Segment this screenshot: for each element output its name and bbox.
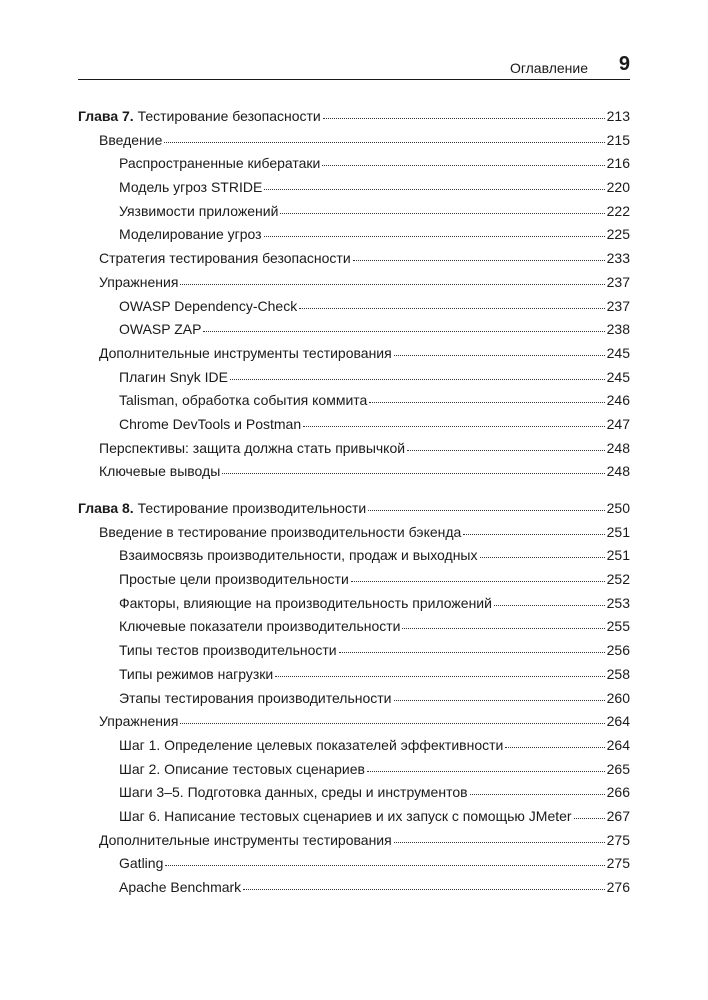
- toc-entry-label: Ключевые показатели производительности: [119, 618, 401, 635]
- toc-entry-label: Модель угроз STRIDE: [119, 179, 263, 196]
- toc-subsection-entry[interactable]: [78, 223, 630, 247]
- toc-subsection-entry[interactable]: [78, 852, 630, 876]
- dot-leader: [322, 165, 604, 166]
- dot-leader: [164, 142, 604, 143]
- toc-entry-label: Взаимосвязь производительности, продаж и выходных: [119, 547, 478, 564]
- toc-page-number: 258: [606, 665, 630, 682]
- dot-leader: [463, 534, 604, 535]
- toc-page-number: 247: [606, 415, 630, 432]
- toc-entry-label: OWASP Dependency-Check: [119, 297, 298, 314]
- table-of-contents: [78, 105, 630, 900]
- toc-entry-label: Шаг 2. Описание тестовых сценариев: [119, 760, 365, 777]
- dot-leader: [505, 747, 604, 748]
- toc-entry-label: Ключевые выводы: [99, 463, 221, 480]
- dot-leader: [230, 379, 605, 380]
- toc-page-number: 264: [606, 713, 630, 730]
- toc-page-number: 246: [606, 392, 630, 409]
- toc-subsection-entry[interactable]: [78, 389, 630, 413]
- toc-page-number: 275: [606, 855, 630, 872]
- dot-leader: [180, 723, 604, 724]
- dot-leader: [480, 557, 605, 558]
- toc-section-entry[interactable]: [78, 710, 630, 734]
- toc-entry-label: Введение: [99, 131, 163, 148]
- toc-subsection-entry[interactable]: [78, 366, 630, 390]
- toc-page-number: 225: [606, 226, 630, 243]
- dot-leader: [470, 794, 605, 795]
- toc-page-number: 220: [606, 179, 630, 196]
- dot-leader: [275, 676, 604, 677]
- chapter-title: Тестирование безопасности: [137, 108, 321, 124]
- toc-entry-label: Дополнительные инструменты тестирования: [99, 344, 392, 361]
- dot-leader: [264, 236, 605, 237]
- dot-leader: [353, 260, 605, 261]
- toc-page-number: 252: [606, 571, 630, 588]
- toc-page-number: 256: [606, 642, 630, 659]
- toc-page-number: 250: [606, 500, 630, 516]
- toc-page-number: 245: [606, 344, 630, 361]
- toc-page-number: 265: [606, 760, 630, 777]
- toc-entry-label: Дополнительные инструменты тестирования: [99, 831, 392, 848]
- dot-leader: [494, 605, 605, 606]
- toc-entry-label: Apache Benchmark: [119, 879, 242, 895]
- dot-leader: [367, 771, 605, 772]
- toc-chapter-label: [78, 497, 366, 521]
- toc-entry-label: Факторы, влияющие на производительность приложений: [119, 594, 492, 611]
- toc-subsection-entry[interactable]: [78, 639, 630, 663]
- toc-section-entry[interactable]: [78, 521, 630, 545]
- toc-entry-label: Введение в тестирование производительности бэкенда: [99, 523, 462, 540]
- dot-leader: [394, 700, 605, 701]
- toc-chapter: [78, 497, 630, 900]
- toc-chapter-label: [78, 105, 321, 129]
- dot-leader: [351, 581, 605, 582]
- toc-page-number: 248: [606, 463, 630, 480]
- toc-entry-label: Упражнения: [99, 713, 179, 730]
- toc-page-number: 222: [606, 202, 630, 219]
- toc-section-entry[interactable]: [78, 437, 630, 461]
- toc-subsection-entry[interactable]: [78, 805, 630, 829]
- toc-entry-label: Шаг 1. Определение целевых показателей эффективности: [119, 736, 504, 753]
- dot-leader: [407, 450, 605, 451]
- toc-entry-label: Gatling: [119, 855, 164, 872]
- toc-subsection-entry[interactable]: [78, 200, 630, 224]
- dot-leader: [299, 308, 604, 309]
- toc-subsection-entry[interactable]: [78, 781, 630, 805]
- dot-leader: [339, 652, 605, 653]
- toc-section-entry[interactable]: [78, 271, 630, 295]
- toc-subsection-entry[interactable]: [78, 295, 630, 319]
- toc-page-number: 275: [606, 831, 630, 848]
- toc-subsection-entry[interactable]: [78, 544, 630, 568]
- toc-page-number: 255: [606, 618, 630, 635]
- toc-page-number: 267: [606, 807, 630, 824]
- toc-page-number: 260: [606, 689, 630, 706]
- toc-entry-label: Стратегия тестирования безопасности: [99, 250, 351, 267]
- dot-leader: [203, 331, 604, 332]
- toc-subsection-entry[interactable]: [78, 876, 630, 900]
- dot-leader: [574, 818, 605, 819]
- toc-entry-label: Этапы тестирования производительности: [119, 689, 392, 706]
- dot-leader: [323, 118, 605, 119]
- toc-subsection-entry[interactable]: [78, 592, 630, 616]
- toc-page-number: 215: [606, 131, 630, 148]
- toc-section-entry[interactable]: [78, 460, 630, 484]
- toc-page-number: 237: [606, 297, 630, 314]
- toc-page-number: 253: [606, 594, 630, 611]
- dot-leader: [303, 426, 605, 427]
- header-rule: [78, 79, 630, 80]
- toc-subsection-entry[interactable]: [78, 687, 630, 711]
- toc-chapter-entry[interactable]: [78, 497, 630, 521]
- toc-subsection-entry[interactable]: [78, 176, 630, 200]
- toc-entry-label: Моделирование угроз: [119, 226, 262, 243]
- toc-chapter: [78, 105, 630, 484]
- toc-subsection-entry[interactable]: [78, 758, 630, 782]
- toc-page-number: 266: [606, 784, 630, 801]
- dot-leader: [222, 473, 604, 474]
- toc-entry-label: Talisman, обработка события коммита: [119, 392, 368, 409]
- toc-page-number: 238: [606, 321, 630, 338]
- chapter-title: Тестирование производительности: [137, 500, 367, 516]
- toc-entry-label: OWASP ZAP: [119, 321, 202, 338]
- dot-leader: [280, 213, 604, 214]
- toc-entry-label: Упражнения: [99, 273, 179, 290]
- toc-page-number: 216: [606, 155, 630, 172]
- toc-entry-label: Распространенные кибератаки: [119, 155, 321, 172]
- toc-subsection-entry[interactable]: [78, 318, 630, 342]
- dot-leader: [394, 842, 605, 843]
- toc-page-number: 276: [606, 879, 630, 895]
- toc-section-entry[interactable]: [78, 247, 630, 271]
- toc-page-number: 248: [606, 439, 630, 456]
- toc-page-number: 251: [606, 523, 630, 540]
- chapter-number: Глава 7.: [78, 108, 134, 124]
- page-number: 9: [618, 53, 630, 75]
- toc-page-number: 237: [606, 273, 630, 290]
- dot-leader: [368, 510, 604, 511]
- toc-page-number: 245: [606, 368, 630, 385]
- toc-chapter-entry[interactable]: [78, 105, 630, 129]
- running-header-title: Оглавление: [509, 60, 588, 76]
- dot-leader: [165, 865, 604, 866]
- toc-page-number: 213: [606, 108, 630, 124]
- toc-entry-label: Шаги 3–5. Подготовка данных, среды и инструментов: [119, 784, 468, 801]
- toc-entry-label: Плагин Snyk IDE: [119, 368, 228, 385]
- chapter-number: Глава 8.: [78, 500, 134, 516]
- toc-page-number: 233: [606, 250, 630, 267]
- toc-entry-label: Типы режимов нагрузки: [119, 665, 274, 682]
- toc-entry-label: Уязвимости приложений: [119, 202, 279, 219]
- toc-section-entry[interactable]: [78, 342, 630, 366]
- toc-section-entry[interactable]: [78, 829, 630, 853]
- toc-subsection-entry[interactable]: [78, 734, 630, 758]
- toc-subsection-entry[interactable]: [78, 615, 630, 639]
- dot-leader: [180, 284, 604, 285]
- toc-page-number: 251: [606, 547, 630, 564]
- dot-leader: [369, 402, 604, 403]
- toc-subsection-entry[interactable]: [78, 568, 630, 592]
- toc-subsection-entry[interactable]: [78, 152, 630, 176]
- toc-entry-label: Перспективы: защита должна стать привычкой: [99, 439, 406, 456]
- toc-section-entry[interactable]: [78, 129, 630, 153]
- toc-entry-label: Простые цели производительности: [119, 571, 349, 588]
- toc-subsection-entry[interactable]: [78, 413, 630, 437]
- toc-page-number: 264: [606, 736, 630, 753]
- dot-leader: [243, 889, 604, 890]
- toc-entry-label: Шаг 6. Написание тестовых сценариев и их запуск с помощью JMeter: [119, 807, 572, 824]
- dot-leader: [264, 189, 604, 190]
- dot-leader: [394, 355, 605, 356]
- dot-leader: [402, 628, 604, 629]
- toc-entry-label: Chrome DevTools и Postman: [119, 415, 302, 432]
- toc-entry-label: Типы тестов производительности: [119, 642, 337, 659]
- toc-subsection-entry[interactable]: [78, 663, 630, 687]
